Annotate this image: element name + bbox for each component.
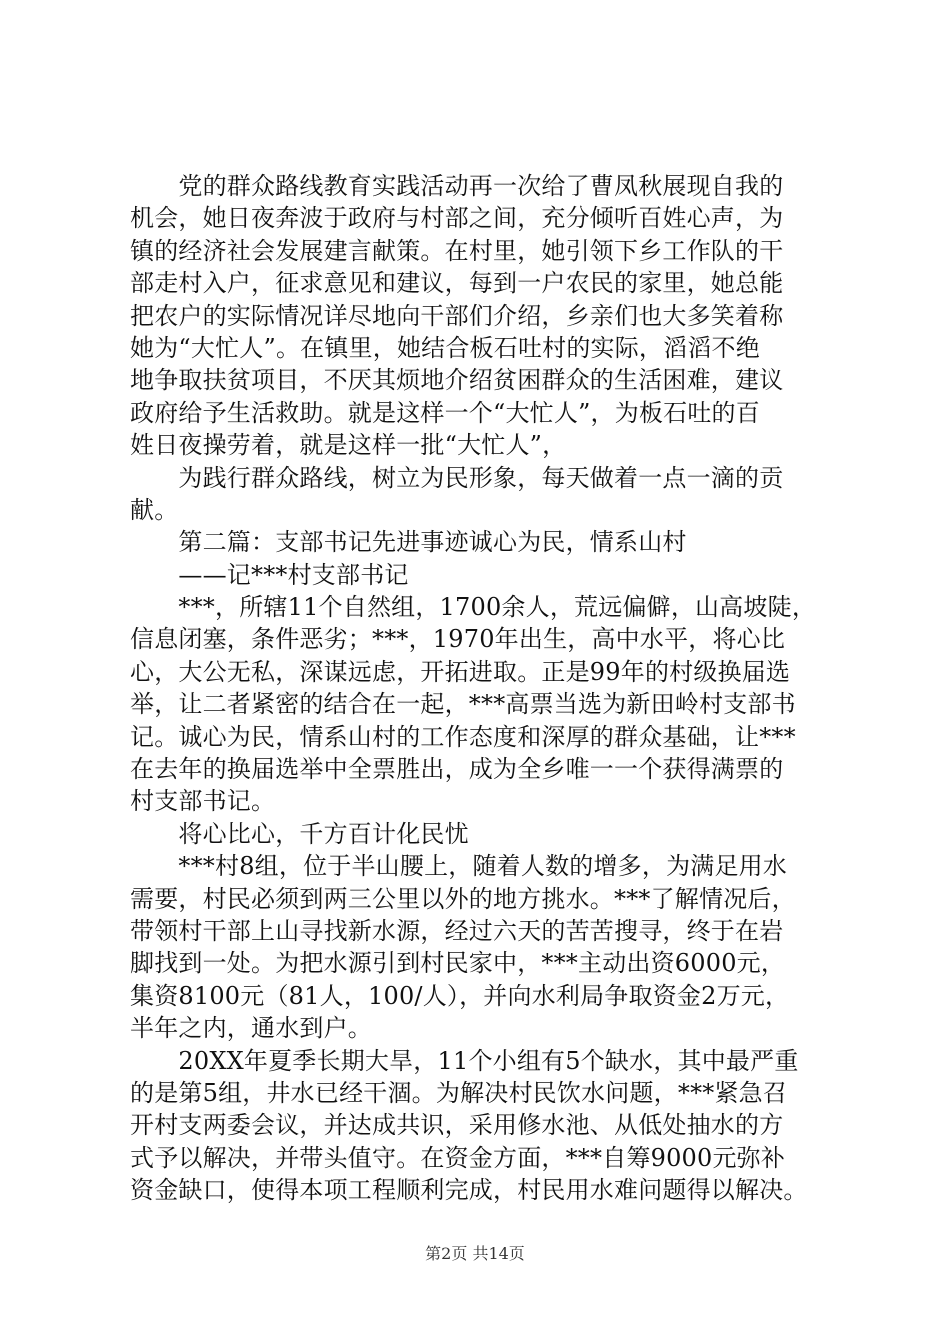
text-line: 集资8100元（81人，100/人），并向水利局争取资金2万元， <box>130 981 790 1010</box>
text-line: 将心比心，千方百计化民忧 <box>130 819 469 848</box>
text-line: 开村支两委会议，并达成共识，采用修水池、从低处抽水的方 <box>130 1111 784 1140</box>
text-line: ***，所辖11个自然组，1700余人，荒远偏僻，山高坡陡， <box>130 593 817 622</box>
page-footer: 第2页 共14页 <box>425 1244 525 1263</box>
text-line: 献。 <box>130 495 179 524</box>
text-line: 为践行群众路线，树立为民形象，每天做着一点一滴的贡 <box>130 463 784 492</box>
text-line: 半年之内，通水到户。 <box>130 1014 372 1043</box>
text-line: 举，让二者紧密的结合在一起，***高票当选为新田岭村支部书 <box>130 690 796 719</box>
text-line: 第二篇：支部书记先进事迹诚心为民，情系山村 <box>130 528 687 557</box>
text-line: 党的群众路线教育实践活动再一次给了曹凤秋展现自我的 <box>130 172 784 200</box>
text-line: 记。诚心为民，情系山村的工作态度和深厚的群众基础，让*** <box>130 722 796 751</box>
text-line: 式予以解决，并带头值守。在资金方面，***自筹9000元弥补 <box>130 1143 786 1172</box>
text-line: 信息闭塞，条件恶劣；***，1970年出生，高中水平，将心比 <box>130 625 786 654</box>
text-line: 20XX年夏季长期大旱，11个小组有5个缺水，其中最严重 <box>130 1046 799 1075</box>
text-line: 政府给予生活救助。就是这样一个“大忙人”，为板石吐的百 <box>130 398 760 427</box>
text-line: 脚找到一处。为把水源引到村民家中，***主动出资6000元， <box>130 949 786 978</box>
text-line: 心，大公无私，深谋远虑，开拓进取。正是99年的村级换届选 <box>130 657 791 686</box>
text-line: 她为“大忙人”。在镇里，她结合板石吐村的实际，滔滔不绝 <box>130 333 760 362</box>
text-line: 把农户的实际情况详尽地向干部们介绍，乡亲们也大多笑着称 <box>130 301 784 330</box>
text-line: 姓日夜操劳着，就是这样一批“大忙人”， <box>130 431 567 460</box>
document-body <box>130 170 825 1207</box>
text-line: 在去年的换届选举中全票胜出，成为全乡唯一一个获得满票的 <box>130 755 784 784</box>
text-line: 镇的经济社会发展建言献策。在村里，她引领下乡工作队的干 <box>130 236 784 265</box>
text-line: 部走村入户，征求意见和建议，每到一户农民的家里，她总能 <box>130 269 784 298</box>
text-line: 地争取扶贫项目，不厌其烦地介绍贫困群众的生活困难，建议 <box>130 366 784 395</box>
text-line: ***村8组，位于半山腰上，随着人数的增多，为满足用水 <box>130 852 788 881</box>
text-line: 资金缺口，使得本项工程顺利完成，村民用水难问题得以解决。 <box>130 1176 808 1205</box>
text-line: 带领村干部上山寻找新水源，经过六天的苦苦搜寻，终于在岩 <box>130 916 784 945</box>
text-line: 机会，她日夜奔波于政府与村部之间，充分倾听百姓心声，为 <box>130 204 784 233</box>
text-line: 村支部书记。 <box>130 787 276 816</box>
text-line: 的是第5组，井水已经干涸。为解决村民饮水问题，***紧急召 <box>130 1078 788 1107</box>
text-line: ——记***村支部书记 <box>130 560 409 589</box>
text-line: 需要，村民必须到两三公里以外的地方挑水。***了解情况后， <box>130 884 796 913</box>
